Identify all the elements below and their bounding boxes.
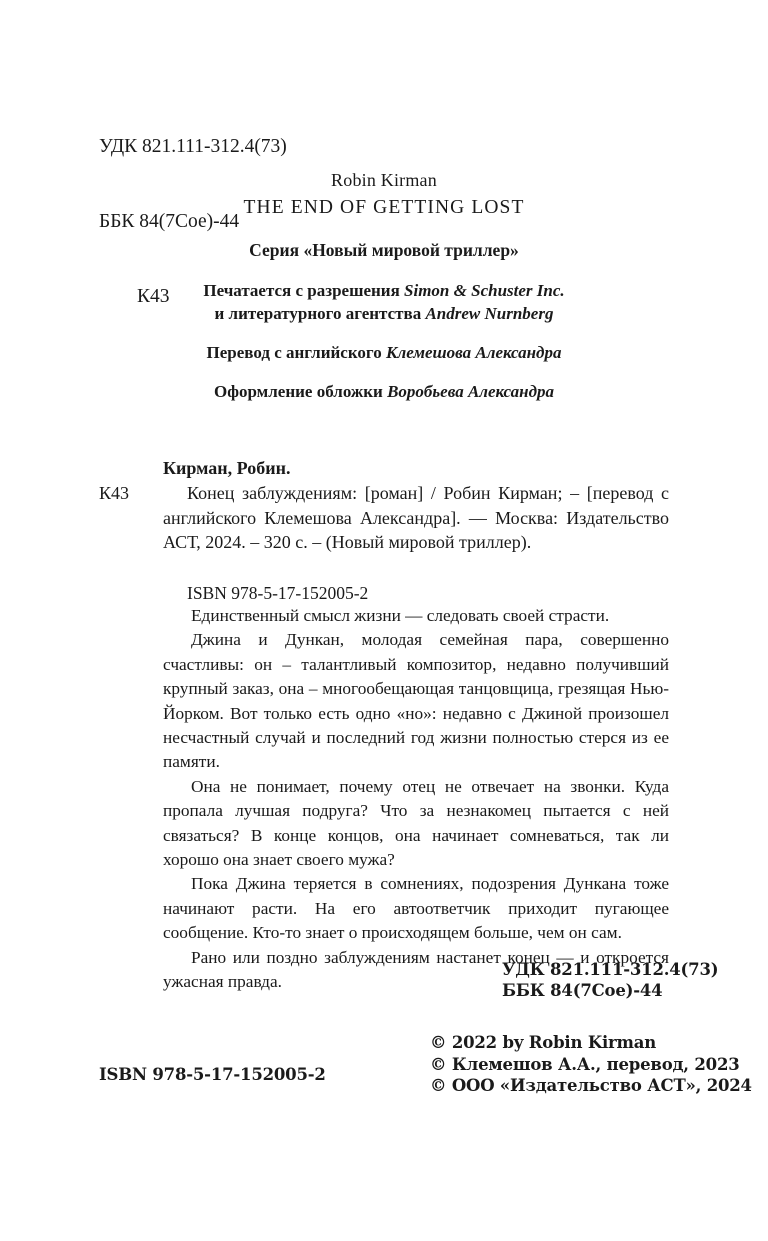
permission-line-2 <box>0 302 768 325</box>
permission-prefix-1: Печатается с разрешения <box>203 281 405 300</box>
copyright-line: © ООО «Издательство АСТ», 2024 <box>430 1076 752 1095</box>
annotation-paragraph: Пока Джина теряется в сомнениях, подозрения Дункана тоже начинают расти. На его автоответчик приходит пугающее сообщение. Кто-то знает о происходящем больше, чем он сам. <box>163 874 669 943</box>
cip-description: Конец заблуждениям: [роман] / Робин Кирман; – [перевод с английского Клемешова Александра]. — Москва: Издательство АСТ, 2024. – 320 с. – (Новый мировой триллер). <box>163 483 669 552</box>
series-name: Серия «Новый мировой триллер» <box>249 240 519 260</box>
cip-heading: Кирман, Робин. <box>163 458 291 478</box>
translator-name: Клемешова Александра <box>385 343 562 362</box>
annotation-paragraph: Единственный смысл жизни — следовать своей страсти. <box>191 606 610 625</box>
annotation-paragraph: Рано или поздно заблуждениям настанет конец — и откроется ужасная правда. <box>163 947 669 992</box>
copyright-line: © Клемешов А.А., перевод, 2023 <box>430 1054 740 1074</box>
bbk-code-top: ББК 84(7Сое)-44 <box>99 211 240 232</box>
classification-codes-bottom <box>502 959 718 1001</box>
annotation-block <box>163 604 669 995</box>
permission-italic-1: Simon & Schuster Inc. <box>404 281 565 300</box>
translation-prefix: Перевод с английского <box>206 343 386 362</box>
cover-design-credit <box>0 380 768 403</box>
isbn-footer: ISBN 978-5-17-152005-2 <box>99 1065 326 1084</box>
permission-italic-2: Andrew Nurnberg <box>425 304 554 323</box>
title-block <box>0 168 768 403</box>
cover-designer-name: Воробьева Александра <box>387 382 554 401</box>
copyright-line: © 2022 by Robin Kirman <box>430 1033 657 1052</box>
permission-block <box>0 279 768 325</box>
annotation-paragraph: Она не понимает, почему отец не отвечает на звонки. Куда пропала лучшая подруга? Что за незнакомец пытается с ней связаться? В конце концов, она начинает сомневаться, так ли хорошо она знает своего мужа? <box>163 776 669 870</box>
translation-credit <box>0 341 768 364</box>
bbk-code-bottom: ББК 84(7Сое)-44 <box>502 981 663 1000</box>
cover-prefix: Оформление обложки <box>213 382 388 401</box>
udk-code-top: УДК 821.111-312.4(73) <box>99 136 287 157</box>
isbn-record: ISBN 978-5-17-152005-2 <box>187 583 369 603</box>
annotation-paragraph: Джина и Дункан, молодая семейная пара, совершенно счастливы: он – талантливый композитор, недавно получивший крупный заказ, она – многообещающая танцовщица, грезящая Нью-Йорком. Вот только есть одно «но»: недавно с Джиной произошел несчастный случай и последний год жизни полностью стерся из ее памяти. <box>163 630 669 772</box>
shelf-mark-top: К43 <box>137 286 170 307</box>
udk-code-bottom: УДК 821.111-312.4(73) <box>502 960 719 979</box>
permission-prefix-2: и литературного агентства <box>214 304 426 323</box>
author-latin: Robin Kirman <box>331 170 437 190</box>
copyright-block <box>430 1032 752 1097</box>
permission-line-1 <box>0 279 768 302</box>
cip-shelf-mark: К43 <box>99 483 130 503</box>
title-latin: THE END OF GETTING LOST <box>243 197 525 218</box>
